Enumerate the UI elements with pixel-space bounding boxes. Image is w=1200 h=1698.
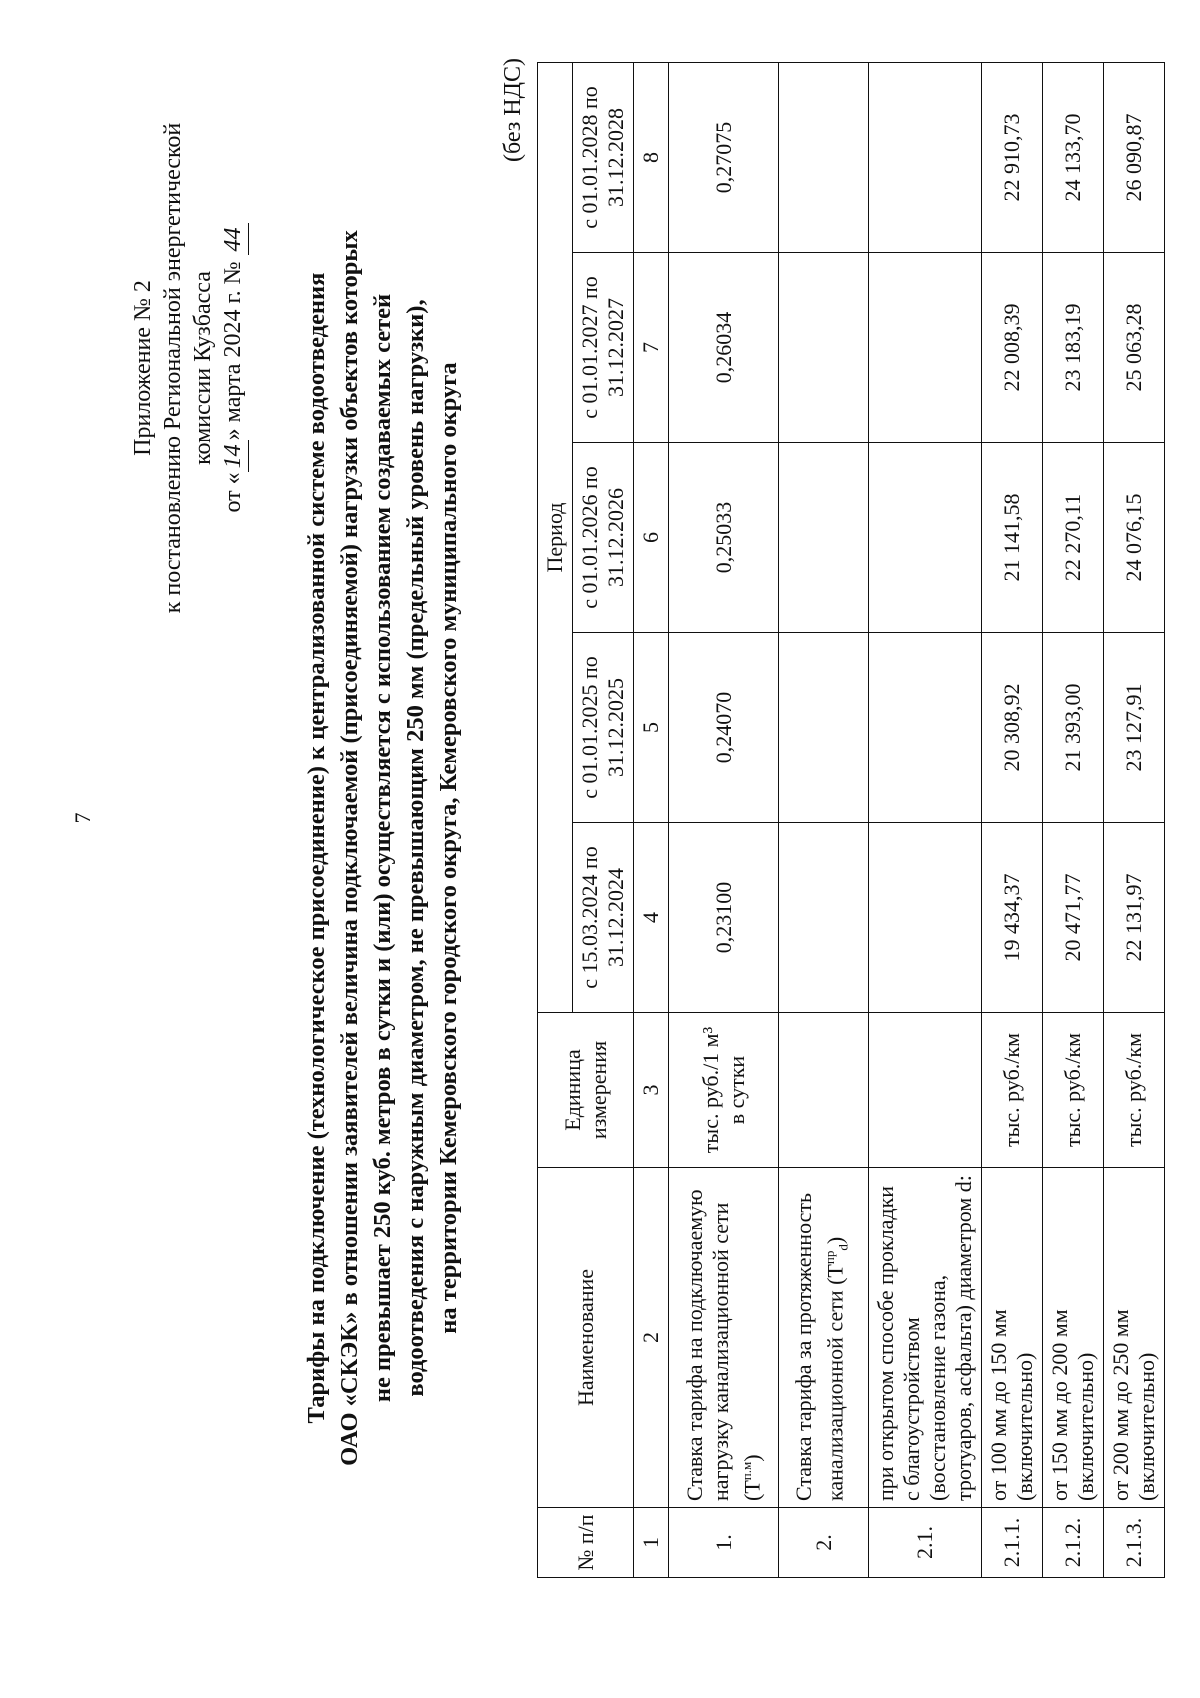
row-value: 22 270,11 [1043,443,1104,633]
row-num: 2. [779,1508,869,1578]
row-value: 20 471,77 [1043,823,1104,1013]
row-value: 23 183,19 [1043,253,1104,443]
row-value: 0,26034 [669,253,779,443]
header-period-2: с 01.01.2025 по 31.12.2025 [573,633,634,823]
col-number: 5 [634,633,669,823]
header-num: № п/п [538,1508,634,1578]
header-period-1: с 15.03.2024 по 31.12.2024 [573,823,634,1013]
row-num: 1. [669,1508,779,1578]
date-middle: » марта 2024 г. № [220,255,246,441]
row-num: 2.1.2. [1043,1508,1104,1578]
row-value: 21 141,58 [982,443,1043,633]
appendix-line-1: Приложение № 2 [130,280,156,456]
header-name: Наименование [538,1168,634,1508]
header-period-4: с 01.01.2027 по 31.12.2027 [573,253,634,443]
col-number: 8 [634,62,669,252]
row-value [779,443,869,633]
row-value: 0,27075 [669,62,779,252]
column-number-row [634,62,669,1577]
appendix-date-line [218,68,249,668]
row-num: 2.1.1. [982,1508,1043,1578]
row-unit [869,1013,982,1168]
title-line-1: Тарифы на подключение (технологическое присоединение) к централизованной системе водоотведения [303,272,330,1424]
header-period-3: с 01.01.2026 по 31.12.2026 [573,443,634,633]
row-value: 22 131,97 [1104,823,1165,1013]
table-row [982,62,1043,1577]
table-row [1043,62,1104,1577]
row-name-text: Ставка тарифа за протяженность канализационной сети (Т [790,1192,847,1501]
row-value [869,633,982,823]
row-unit: тыс. руб./1 м³ в сутки [669,1013,779,1168]
row-value [869,253,982,443]
row-value: 0,24070 [669,633,779,823]
date-prefix: от « [220,472,246,513]
row-name [669,1168,779,1508]
row-value: 21 393,00 [1043,633,1104,823]
row-value [869,823,982,1013]
title-line-5: на территории Кемеровского городского округа, Кемеровского муниципального округа [435,362,462,1334]
row-value: 0,23100 [669,823,779,1013]
row-value [779,62,869,252]
vat-note: (без НДС) [500,58,526,163]
title-line-3: не превышает 250 куб. метров в сутки и (или) осуществляется с использованием создаваемых сетей [369,293,396,1403]
row-value: 22 910,73 [982,62,1043,252]
row-value: 26 090,87 [1104,62,1165,252]
appendix-line-2: к постановлению Региональной энергетической [160,122,186,614]
header-period-5: с 01.01.2028 по 31.12.2028 [573,62,634,252]
row-value: 22 008,39 [982,253,1043,443]
row-name-end: ) [739,1454,765,1462]
page-number: 7 [70,812,95,824]
row-value: 24 133,70 [1043,62,1104,252]
row-unit: тыс. руб./км [1043,1013,1104,1168]
document-title [300,148,465,1548]
row-unit: тыс. руб./км [1104,1013,1165,1168]
col-number: 3 [634,1013,669,1168]
row-num: 2.1.3. [1104,1508,1165,1578]
date-day: 14 [218,440,249,472]
header-row-1 [538,62,573,1577]
row-name: при открытом способе прокладки с благоустройством (восстановление газона, тротуаров, асфальта) диаметром d: [869,1168,982,1508]
table-row [669,62,779,1577]
appendix-line-3: комиссии Кузбасса [190,271,216,465]
row-name: от 100 мм до 150 мм (включительно) [982,1168,1043,1508]
row-name-text: Ставка тарифа на подключаемую нагрузку канализационной сети (Т [681,1189,765,1501]
title-line-2: ОАО «СКЭК» в отношении заявителей величина подключаемой (присоединяемой) нагрузки объектов которых [336,230,363,1466]
row-value: 19 434,37 [982,823,1043,1013]
row-name: от 150 мм до 200 мм (включительно) [1043,1168,1104,1508]
row-value [869,443,982,633]
tariff-table [537,62,1165,1578]
row-name [779,1168,869,1508]
table-row [779,62,869,1577]
appendix-header [128,68,249,668]
header-unit: Единица измерения [538,1013,634,1168]
col-number: 7 [634,253,669,443]
col-number: 2 [634,1168,669,1508]
row-unit: тыс. руб./км [982,1013,1043,1168]
row-value: 0,25033 [669,443,779,633]
row-name: от 200 мм до 250 мм (включительно) [1104,1168,1165,1508]
row-name-sub: d [835,1244,851,1251]
row-name-sup: пр [821,1250,837,1265]
title-line-4: водоотведения с наружным диаметром, не превышающим 250 мм (предельный уровень нагрузки), [402,299,429,1397]
row-num: 2.1. [869,1508,982,1578]
row-value [779,253,869,443]
row-name-sup: п.м [738,1461,754,1481]
row-value [779,823,869,1013]
col-number: 6 [634,443,669,633]
row-value [779,633,869,823]
row-value [869,62,982,252]
table-row [869,62,982,1577]
resolution-number: 44 [218,224,249,256]
row-value: 23 127,91 [1104,633,1165,823]
row-unit [779,1013,869,1168]
col-number: 1 [634,1508,669,1578]
col-number: 4 [634,823,669,1013]
row-name-end: ) [821,1236,847,1245]
row-value: 25 063,28 [1104,253,1165,443]
row-value: 20 308,92 [982,633,1043,823]
table-row [1104,62,1165,1577]
header-period: Период [538,62,573,1012]
row-value: 24 076,15 [1104,443,1165,633]
